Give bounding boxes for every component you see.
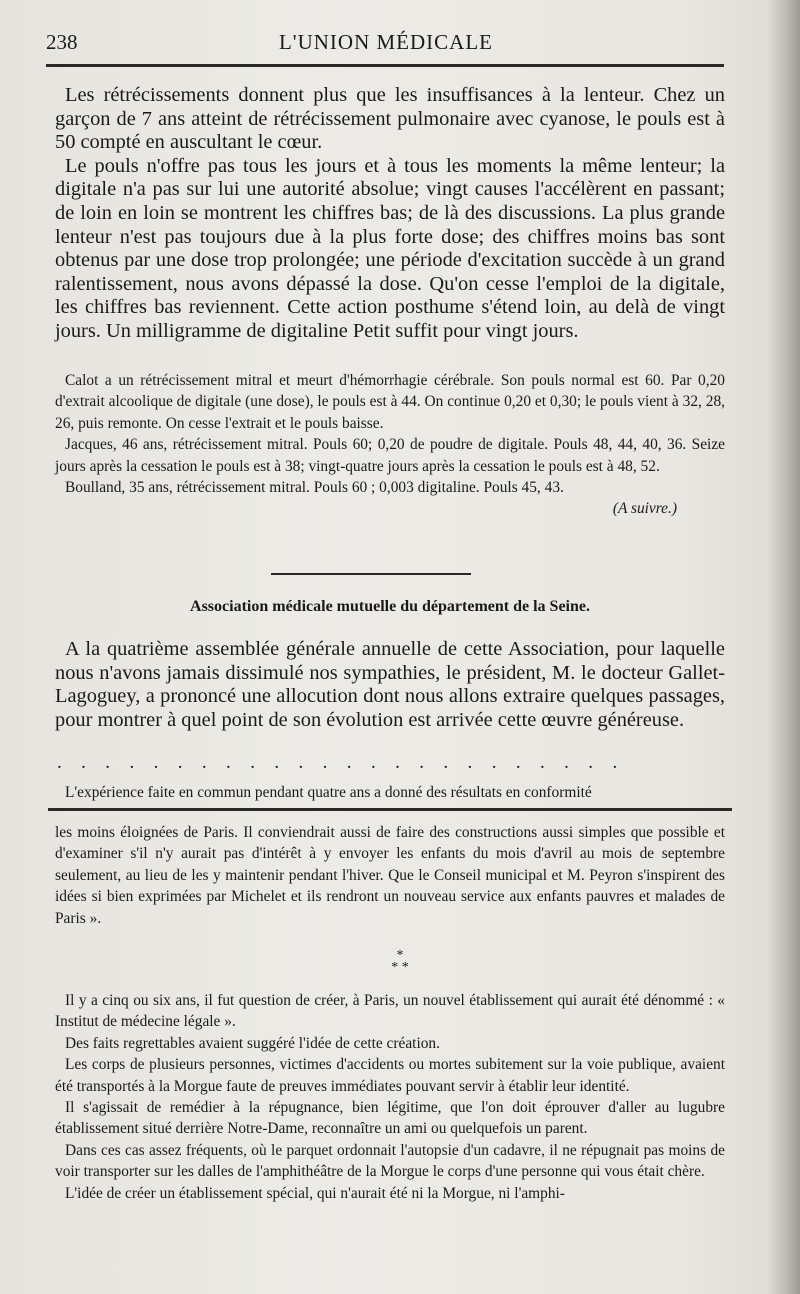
paragraph: Des faits regrettables avaient suggéré l'idée de cette création. <box>65 1034 440 1052</box>
page-spine-shadow <box>766 0 800 1294</box>
case-paragraph: Jacques, 46 ans, rétrécissement mitral. Pouls 60; 0,20 de poudre de digitale. Pouls 48, 44, 40, 36. Seize jours après la cessation le pouls est à 38; vingt-quatre jours après la cessation le pouls est à 48, 52. <box>55 436 725 475</box>
paragraph: Il y a cinq ou six ans, il fut question de créer, à Paris, un nouvel établissement qui aurait été dénommé : « Institut de médecine légale ». <box>55 992 725 1031</box>
paragraph: les moins éloignées de Paris. Il conviendrait aussi de faire des constructions aussi simples que possible et d'examiner s'il n'y aurait pas d'intérêt à y envoyer les enfants du mois d'avril au mois de septembre seulement, au lieu de les y maintenir pendant l'hiver. Que le Conseil municipal et M. Peyron s'inspirent des idées si bien exprimées par Michelet et ils rendront un nouveau service aux enfants pauvres et malades de Paris ». <box>55 824 725 927</box>
section-children-text <box>55 822 725 929</box>
paragraph: Il s'agissait de remédier à la répugnance, bien légitime, que l'on doit éprouver d'aller au lugubre établissement situé derrière Notre-Dame, reconnaître un ami ou quelquefois un parent. <box>55 1099 725 1138</box>
header-rule <box>46 64 724 67</box>
page-divider-rule <box>48 808 732 811</box>
section-legal-medicine-text <box>55 990 725 1204</box>
asterism-top: * <box>396 948 404 963</box>
page-number: 238 <box>46 30 78 54</box>
case-paragraph: Boulland, 35 ans, rétrécissement mitral. Pouls 60 ; 0,003 digitaline. Pouls 45, 43. <box>65 479 564 497</box>
section-digitalis-cases <box>55 370 725 520</box>
paragraph: Les corps de plusieurs personnes, victimes d'accidents ou mortes subitement sur la voie publique, avaient été transportés à la Morgue faute de preuves immédiates pouvant servir à établir leur identité. <box>55 1056 725 1095</box>
section-association-text <box>55 638 725 732</box>
to-be-continued: (A suivre.) <box>612 500 677 518</box>
paragraph: L'idée de créer un établissement spécial, qui n'aurait été ni la Morgue, ni l'amphi- <box>65 1184 565 1202</box>
section-title: Association médicale mutuelle du département de la Seine. <box>190 598 590 615</box>
section-separator <box>271 573 471 575</box>
running-title: L'UNION MÉDICALE <box>278 30 493 54</box>
paragraph: Les rétrécissements donnent plus que les insuffisances à la lenteur. Chez un garçon de 7 ans atteint de rétrécissement pulmonaire avec cyanose, le pouls est à 50 compté en auscultant le cœur. <box>55 84 725 154</box>
ellipsis-row: ........................ <box>57 752 637 773</box>
paragraph: Dans ces cas assez fréquents, où le parquet ordonnait l'autopsie d'un cadavre, il ne répugnait pas moins de voir transporter sur les dalles de l'amphithéâtre de la Morgue le corps d'une personne qui vous était chère. <box>55 1141 725 1181</box>
asterism-bottom: * * <box>391 960 409 975</box>
section-digitalis-text <box>55 84 725 344</box>
paragraph: A la quatrième assemblée générale annuelle de cette Association, pour laquelle nous n'avons jamais dissimulé nos sympathies, le président, M. le docteur Gallet-Lagoguey, a prononcé une allocution dont nous allons extraire quelques passages, pour montrer à quel point de son évolution est arrivée cette œuvre généreuse. <box>55 638 725 731</box>
paragraph: L'expérience faite en commun pendant quatre ans a donné des résultats en conformité <box>65 784 592 801</box>
asterism <box>0 950 800 974</box>
continuation-line <box>55 782 725 803</box>
page-header <box>46 30 726 66</box>
paragraph: Le pouls n'offre pas tous les jours et à tous les moments la même lenteur; la digitale n'a pas sur lui une autorité absolue; vingt causes l'accélèrent en passant; de loin en loin se montrent les chiffres bas; de là des discussions. La plus grande lenteur n'est pas toujours due à la plus forte dose; des chiffres moins bas sont obtenus par une dose trop prolongée; une période d'excitation succède à un grand ralentissement, nous avons dépassé la dose. Qu'on cesse l'emploi de la digitale, les chiffres bas reviennent. Cette action posthume s'étend loin, au delà de vingt jours. Un milligramme de digitaline Petit suffit pour vingt jours. <box>55 154 725 342</box>
case-paragraph: Calot a un rétrécissement mitral et meurt d'hémorrhagie cérébrale. Son pouls normal est 60. Par 0,20 d'extrait alcoolique de digitale (une dose), le pouls est à 44. On continue 0,20 et 0,30; le pouls vient à 32, 28, 26, puis remonte. On cesse l'extrait et le pouls baisse. <box>55 372 725 432</box>
